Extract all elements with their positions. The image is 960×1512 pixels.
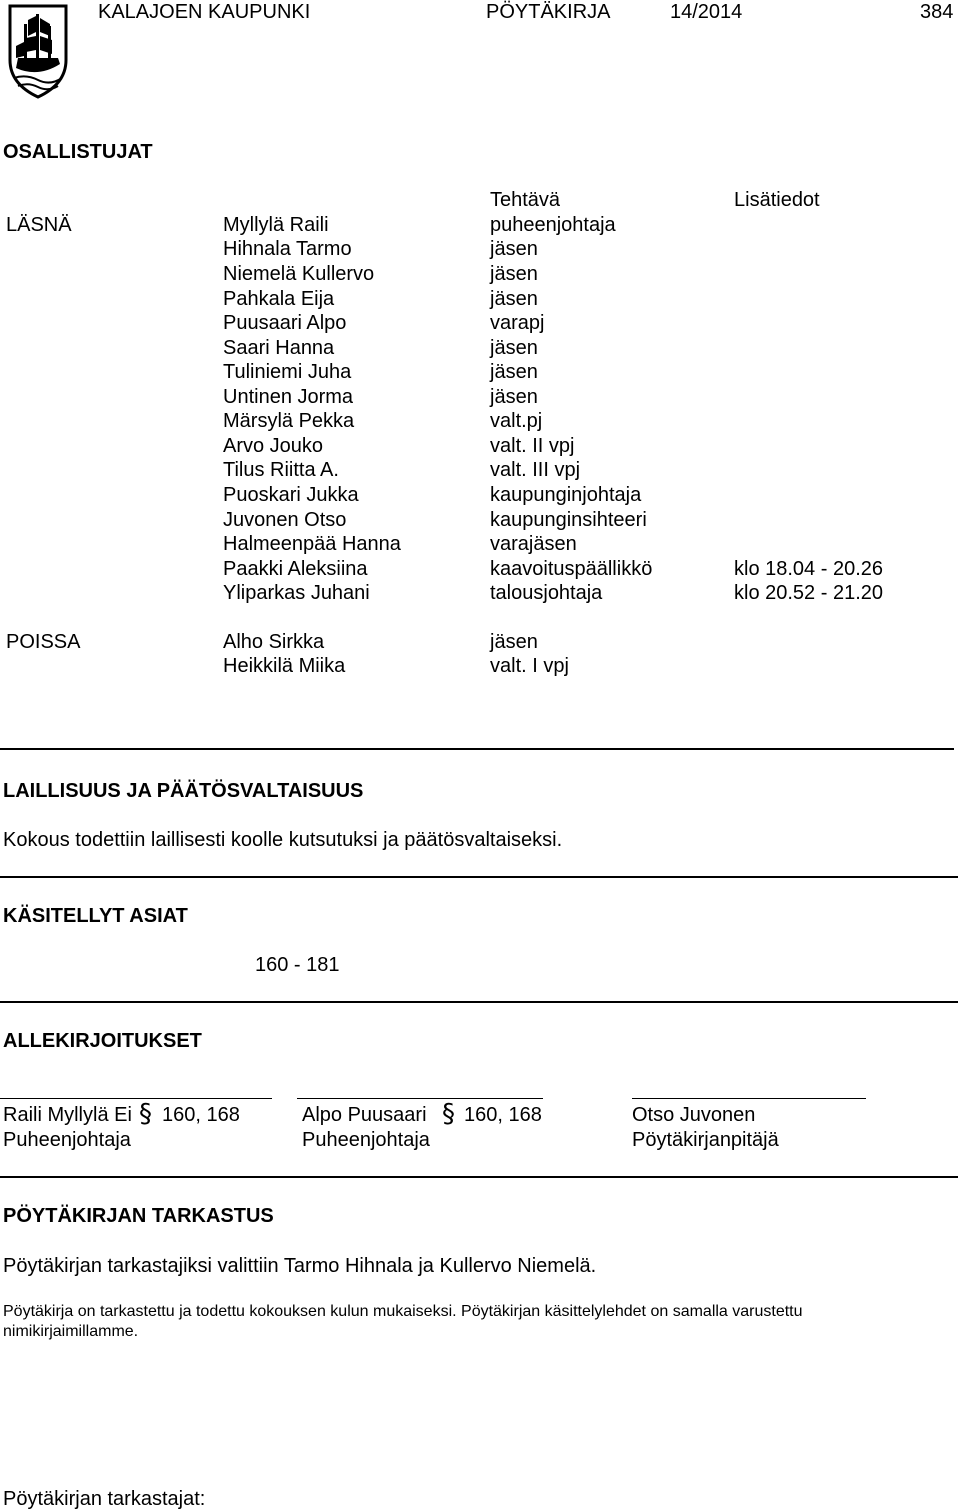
- reviewers-label: Pöytäkirjan tarkastajat:: [3, 1488, 206, 1510]
- signer-name: Otso Juvonen: [632, 1104, 756, 1126]
- participant-info: klo 18.04 - 20.26: [734, 558, 883, 580]
- participant-role: varapj: [490, 312, 545, 334]
- participant-role: varajäsen: [490, 533, 577, 555]
- legality-heading: LAILLISUUS JA PÄÄTÖSVALTAISUUS: [3, 780, 364, 802]
- participant-name: Puoskari Jukka: [223, 484, 359, 506]
- signer-role: Puheenjohtaja: [302, 1129, 430, 1151]
- participants-heading: OSALLISTUJAT: [3, 141, 153, 163]
- section-brace-icon: §: [139, 1099, 152, 1129]
- section-divider: [0, 1176, 958, 1178]
- signature-line: [297, 1098, 543, 1099]
- section-divider: [0, 748, 954, 750]
- participant-name: Niemelä Kullervo: [223, 263, 375, 285]
- signer-name: Raili Myllylä Ei: [3, 1104, 132, 1126]
- participant-role: jäsen: [490, 631, 538, 653]
- participant-name: Pahkala Eija: [223, 288, 335, 310]
- participant-name: Hihnala Tarmo: [223, 238, 352, 260]
- review-text: Pöytäkirjan tarkastajiksi valittiin Tarmo Hihnala ja Kullervo Niemelä.: [3, 1255, 597, 1277]
- signer-role: Puheenjohtaja: [3, 1129, 131, 1151]
- participant-role: valt. II vpj: [490, 435, 575, 457]
- participant-role: valt.pj: [490, 410, 543, 432]
- header-page-number: 384: [920, 1, 954, 23]
- participant-info: klo 20.52 - 21.20: [734, 582, 883, 604]
- participant-name: Alho Sirkka: [223, 631, 325, 653]
- participant-role: kaupunginsihteeri: [490, 509, 647, 531]
- participant-role: talousjohtaja: [490, 582, 603, 604]
- col-header-info: Lisätiedot: [734, 189, 820, 211]
- present-label: LÄSNÄ: [6, 214, 72, 236]
- participant-name: Untinen Jorma: [223, 386, 354, 408]
- participant-role: jäsen: [490, 337, 538, 359]
- participant-role: jäsen: [490, 288, 538, 310]
- signer-name: Alpo Puusaari: [302, 1104, 427, 1126]
- crest-icon: [6, 2, 70, 100]
- signature-line: [632, 1098, 866, 1099]
- absent-label: POISSA: [6, 631, 81, 653]
- header-doc-type: PÖYTÄKIRJA: [486, 1, 611, 23]
- review-note-line: nimikirjaimillamme.: [3, 1323, 139, 1340]
- signatures-heading: ALLEKIRJOITUKSET: [3, 1030, 202, 1052]
- participant-name: Juvonen Otso: [223, 509, 347, 531]
- participant-role: kaupunginjohtaja: [490, 484, 642, 506]
- participant-role: valt. III vpj: [490, 459, 581, 481]
- signer-sections: 160, 168: [464, 1104, 542, 1126]
- participant-name: Tilus Riitta A.: [223, 459, 339, 481]
- participant-role: jäsen: [490, 386, 538, 408]
- participant-name: Halmeenpää Hanna: [223, 533, 401, 555]
- review-heading: PÖYTÄKIRJAN TARKASTUS: [3, 1205, 274, 1227]
- participant-role: kaavoituspäällikkö: [490, 558, 653, 580]
- items-heading: KÄSITELLYT ASIAT: [3, 905, 188, 927]
- participant-name: Märsylä Pekka: [223, 410, 355, 432]
- participant-name: Yliparkas Juhani: [223, 582, 370, 604]
- section-brace-icon: §: [442, 1099, 455, 1129]
- header-doc-number: 14/2014: [670, 1, 743, 23]
- participant-name: Puusaari Alpo: [223, 312, 347, 334]
- legality-text: Kokous todettiin laillisesti koolle kutsutuksi ja päätösvaltaiseksi.: [3, 829, 563, 851]
- col-header-role: Tehtävä: [490, 189, 561, 211]
- review-note-line: Pöytäkirja on tarkastettu ja todettu kokouksen kulun mukaiseksi. Pöytäkirjan käsittelylehdet on samalla varustettu: [3, 1303, 803, 1320]
- participant-name: Heikkilä Miika: [223, 655, 346, 677]
- city-crest: [6, 2, 70, 100]
- participant-name: Myllylä Raili: [223, 214, 329, 236]
- items-range: 160 - 181: [255, 954, 340, 976]
- participant-role: puheenjohtaja: [490, 214, 616, 236]
- section-divider: [0, 876, 958, 878]
- participant-name: Paakki Aleksiina: [223, 558, 368, 580]
- section-divider: [0, 1001, 958, 1003]
- signer-role: Pöytäkirjanpitäjä: [632, 1129, 779, 1151]
- participant-name: Saari Hanna: [223, 337, 335, 359]
- participant-name: Arvo Jouko: [223, 435, 324, 457]
- participant-role: jäsen: [490, 238, 538, 260]
- signature-line: [0, 1098, 272, 1099]
- participant-name: Tuliniemi Juha: [223, 361, 352, 383]
- participant-role: jäsen: [490, 263, 538, 285]
- participant-role: jäsen: [490, 361, 538, 383]
- participant-role: valt. I vpj: [490, 655, 569, 677]
- signer-sections: 160, 168: [162, 1104, 240, 1126]
- header-city: KALAJOEN KAUPUNKI: [98, 1, 311, 23]
